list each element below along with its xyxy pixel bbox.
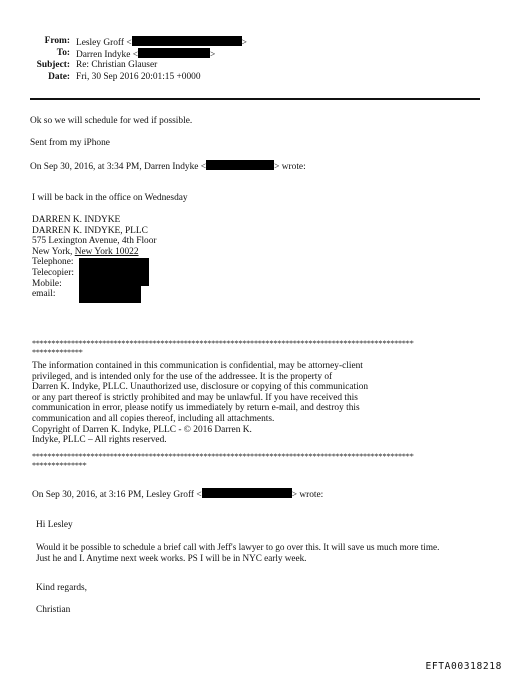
address-link[interactable]: New York 10022 <box>74 246 139 257</box>
disclaimer-stars-bottom-cont: ************** <box>32 461 87 470</box>
quote-paragraph-2: Just he and I. Anytime next week works. PS I will be in NYC early week. <box>36 553 307 563</box>
redaction-box <box>79 283 141 303</box>
signature-address-1: 575 Lexington Avenue, 4th Floor <box>32 236 157 247</box>
quote-closing: Kind regards, <box>36 583 88 593</box>
redaction-box <box>138 48 210 58</box>
message-line-1: Ok so we will schedule for wed if possible. <box>30 116 193 126</box>
quote-header-2-end: > wrote: <box>291 490 324 500</box>
disclaimer-line: The information contained in this communication is confidential, may be attorney-client <box>32 361 363 371</box>
to-name: Darren Indyke < <box>76 50 139 60</box>
to-close: > <box>210 50 216 60</box>
disclaimer-line: communication and all copies thereof, including all attachments. <box>32 413 275 424</box>
telephone-label: Telephone: <box>32 257 74 268</box>
subject-value: Re: Christian Glauser <box>76 60 158 70</box>
date-value: Fri, 30 Sep 2016 20:01:15 +0000 <box>76 72 201 82</box>
disclaimer-text <box>32 361 368 446</box>
disclaimer-line: Darren K. Indyke, PLLC. Unauthorized use, disclosure or copying of this communication <box>32 382 369 393</box>
reply-line-1: I will be back in the office on Wednesday <box>32 193 188 203</box>
disclaimer-stars-top: ************************************************************************************************** <box>32 339 414 348</box>
quote-header-2-text: On Sep 30, 2016, at 3:16 PM, Lesley Groff < <box>32 490 202 500</box>
from-label: From: <box>44 36 70 46</box>
quote-header-1-text: On Sep 30, 2016, at 3:34 PM, Darren Indyke < <box>30 162 207 172</box>
disclaimer-line: or any part thereof is strictly prohibited and may be unlawful. If you have received this <box>32 392 358 403</box>
email-label: email: <box>32 289 56 300</box>
signature-address-2 <box>32 247 157 258</box>
quote-header-1 <box>30 160 306 173</box>
quote-header-2 <box>32 488 323 501</box>
to-label: To: <box>56 48 70 58</box>
disclaimer-stars-bottom: ************************************************************************************************** <box>32 452 414 461</box>
subject-label: Subject: <box>36 60 70 70</box>
mobile-label: Mobile: <box>32 278 62 289</box>
quote-header-1-end: > wrote: <box>274 162 306 172</box>
signature-name: DARREN K. INDYKE <box>32 215 121 225</box>
quote-sender: Christian <box>36 605 71 615</box>
disclaimer-stars-top-cont: ************* <box>32 348 83 357</box>
signature-firm: DARREN K. INDYKE, PLLC <box>32 225 148 236</box>
telecopier-label: Telecopier: <box>32 267 75 278</box>
disclaimer-line: communication in error, please notify us immediately by return e-mail, and destroy this <box>32 403 360 414</box>
from-close: > <box>241 38 247 48</box>
disclaimer-line: Indyke, PLLC – All rights reserved. <box>32 435 167 446</box>
header-divider <box>30 98 480 100</box>
redaction-box <box>79 258 149 286</box>
from-name: Lesley Groff < <box>76 38 132 48</box>
quote-greeting: Hi Lesley <box>36 520 73 530</box>
redaction-box <box>202 488 292 498</box>
date-label: Date: <box>48 72 70 82</box>
redaction-box <box>132 36 242 46</box>
disclaimer-line: Copyright of Darren K. Indyke, PLLC - © 2016 Darren K. <box>32 424 252 435</box>
redaction-box <box>206 160 274 170</box>
address-city: New York, <box>32 246 75 257</box>
document-stamp: EFTA00318218 <box>425 661 502 672</box>
quote-paragraph-1: Would it be possible to schedule a brief call with Jeff's lawyer to go over this. It will save us much more time. <box>36 542 440 552</box>
disclaimer-line: privileged, and is intended only for the use of the addressee. It is the property of <box>32 371 333 382</box>
message-line-2: Sent from my iPhone <box>30 138 110 148</box>
